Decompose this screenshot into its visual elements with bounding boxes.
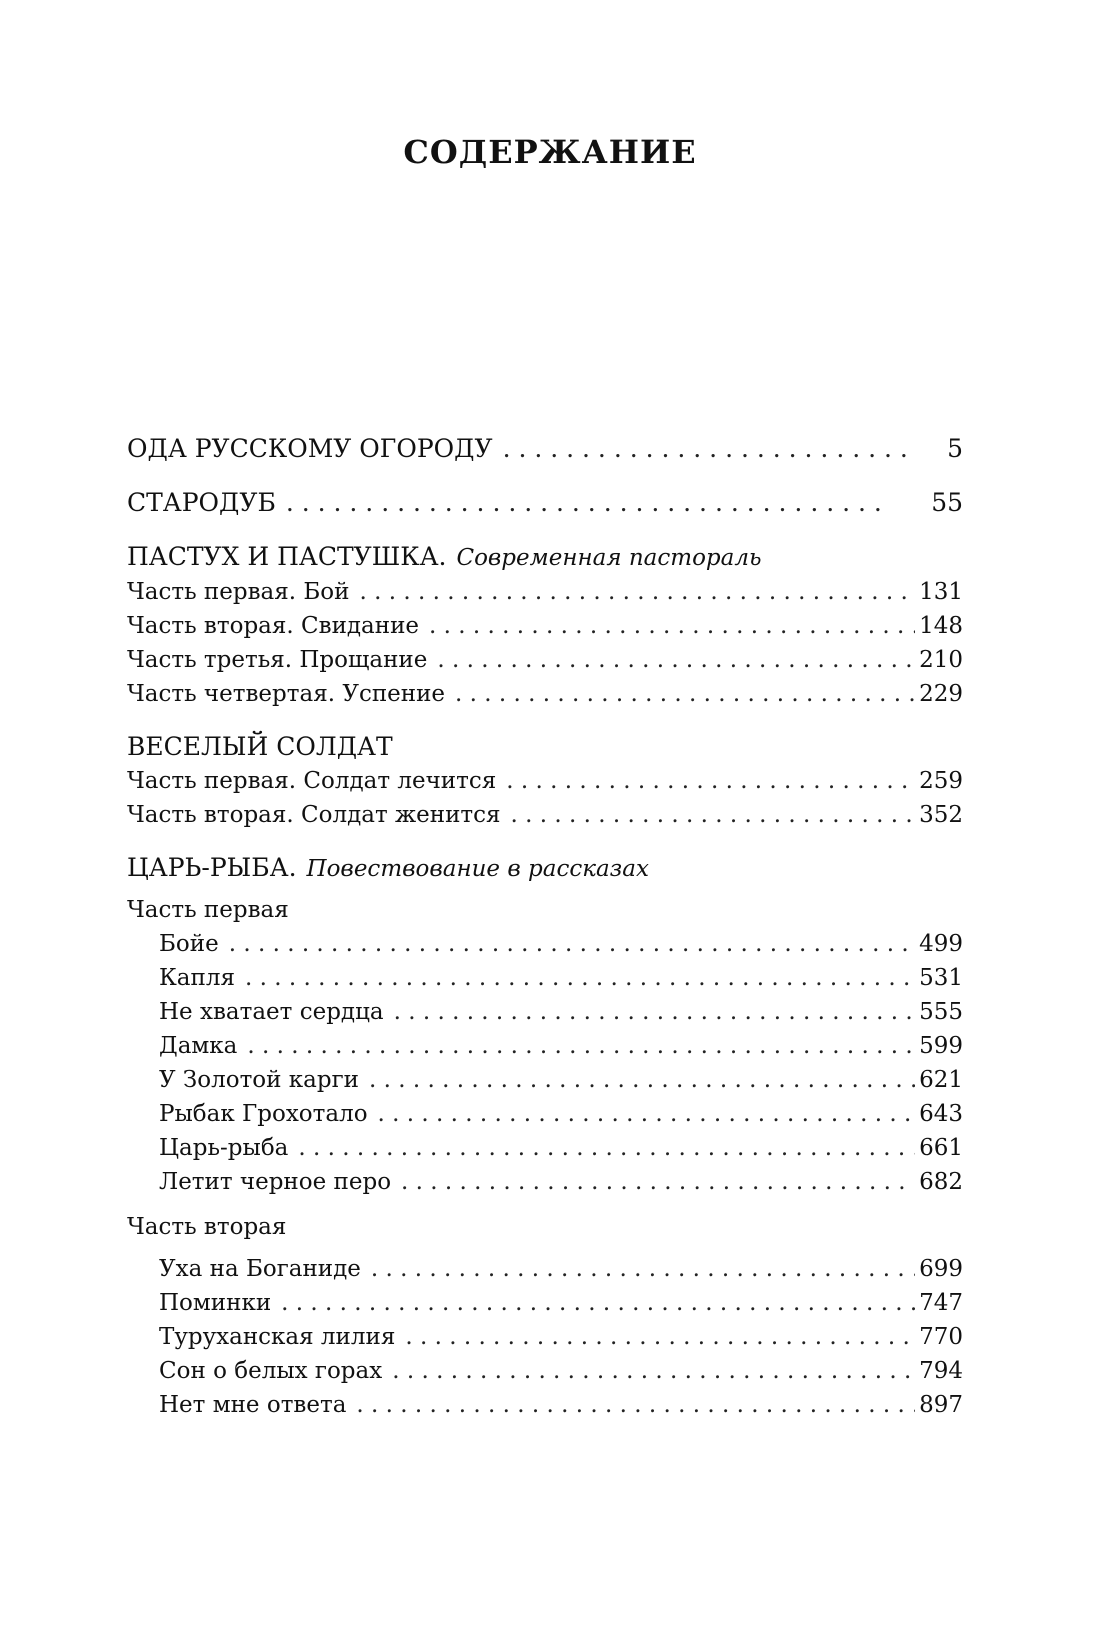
toc-page-number: 621 xyxy=(919,1067,963,1093)
dot-leader xyxy=(286,486,891,520)
toc-page-number: 747 xyxy=(919,1290,963,1316)
dot-leader xyxy=(401,1165,915,1199)
toc-entry[interactable] xyxy=(159,995,963,1029)
toc-entry[interactable] xyxy=(159,1252,963,1286)
toc-page-number: 55 xyxy=(931,488,963,517)
toc-page-number: 229 xyxy=(919,681,963,707)
dot-leader xyxy=(247,1029,915,1063)
dot-leader xyxy=(437,643,915,677)
toc-entry-label: Нет мне ответа xyxy=(159,1392,347,1418)
dot-leader xyxy=(356,1388,915,1422)
toc-entry[interactable] xyxy=(159,1097,963,1131)
toc-page-number: 210 xyxy=(919,647,963,673)
toc-page-number: 699 xyxy=(919,1256,963,1282)
dot-leader xyxy=(245,961,915,995)
toc-page-number: 897 xyxy=(919,1392,963,1418)
toc-entry[interactable] xyxy=(159,1286,963,1320)
toc-entry-label: ОДА РУССКОМУ ОГОРОДУ xyxy=(127,434,493,463)
toc-entry[interactable] xyxy=(159,1063,963,1097)
dot-leader xyxy=(506,764,915,798)
toc-entry-label: У Золотой карги xyxy=(159,1067,359,1093)
part-heading: Часть вторая xyxy=(127,1214,287,1240)
toc-entry-label: Капля xyxy=(159,965,235,991)
toc-page-number: 148 xyxy=(919,613,963,639)
toc-entry[interactable] xyxy=(127,575,963,609)
part-heading: Часть первая xyxy=(127,897,289,923)
page-title: СОДЕРЖАНИЕ xyxy=(403,133,697,171)
dot-leader xyxy=(371,1252,915,1286)
toc-entry-starodub[interactable] xyxy=(127,486,963,520)
toc-entry-ode[interactable] xyxy=(127,432,963,466)
toc-page-number: 661 xyxy=(919,1135,963,1161)
toc-entry-label: Часть вторая. Солдат женится xyxy=(127,802,501,828)
dot-leader xyxy=(455,677,915,711)
toc-entry-label: Часть первая. Бой xyxy=(127,579,350,605)
toc-page-number: 131 xyxy=(919,579,963,605)
section-heading-tsar-ryba xyxy=(127,851,649,886)
toc-entry-label: Не хватает сердца xyxy=(159,999,384,1025)
toc-page-number: 794 xyxy=(919,1358,963,1384)
dot-leader xyxy=(369,1063,915,1097)
dot-leader xyxy=(378,1097,916,1131)
dot-leader xyxy=(281,1286,915,1320)
toc-entry-label: Уха на Боганиде xyxy=(159,1256,361,1282)
toc-entry[interactable] xyxy=(127,764,963,798)
toc-page-number: 499 xyxy=(919,931,963,957)
toc-entry-label: Сон о белых горах xyxy=(159,1358,383,1384)
toc-entry[interactable] xyxy=(159,1388,963,1422)
toc-entry-label: Поминки xyxy=(159,1290,272,1316)
dot-leader xyxy=(503,432,908,466)
toc-entry[interactable] xyxy=(127,609,963,643)
toc-entry[interactable] xyxy=(159,927,963,961)
dot-leader xyxy=(511,798,916,832)
toc-page-number: 259 xyxy=(919,768,963,794)
section-heading-pastukh xyxy=(127,540,762,575)
toc-page-number: 770 xyxy=(919,1324,963,1350)
toc-entry-label: Рыбак Грохотало xyxy=(159,1101,368,1127)
toc-page-number: 352 xyxy=(919,802,963,828)
toc-entry-label: Туруханская лилия xyxy=(159,1324,396,1350)
toc-page-number: 5 xyxy=(947,434,963,463)
dot-leader xyxy=(359,575,915,609)
toc-entry[interactable] xyxy=(127,798,963,832)
toc-entry-label: Бойе xyxy=(159,931,219,957)
dot-leader xyxy=(229,927,915,961)
toc-entry[interactable] xyxy=(159,1131,963,1165)
toc-page-number: 555 xyxy=(919,999,963,1025)
section-title: ЦАРЬ-РЫБА. xyxy=(127,853,297,882)
dot-leader xyxy=(429,609,915,643)
toc-page-number: 531 xyxy=(919,965,963,991)
toc-entry-label: СТАРОДУБ xyxy=(127,488,276,517)
section-title: ПАСТУХ И ПАСТУШКА. xyxy=(127,542,447,571)
toc-entry[interactable] xyxy=(127,643,963,677)
toc-page-number: 643 xyxy=(919,1101,963,1127)
dot-leader xyxy=(392,1354,915,1388)
toc-entry[interactable] xyxy=(159,961,963,995)
section-title: ВЕСЕЛЫЙ СОЛДАТ xyxy=(127,732,393,761)
toc-page-number: 599 xyxy=(919,1033,963,1059)
toc-entry-label: Часть первая. Солдат лечится xyxy=(127,768,497,794)
toc-entry[interactable] xyxy=(159,1320,963,1354)
toc-entry-label: Дамка xyxy=(159,1033,238,1059)
toc-entry[interactable] xyxy=(159,1029,963,1063)
toc-entry-label: Часть третья. Прощание xyxy=(127,647,428,673)
toc-entry[interactable] xyxy=(159,1354,963,1388)
dot-leader xyxy=(405,1320,915,1354)
toc-entry-label: Часть вторая. Свидание xyxy=(127,613,420,639)
toc-entry-label: Часть четвертая. Успение xyxy=(127,681,446,707)
toc-entry-label: Летит черное перо xyxy=(159,1169,392,1195)
section-subtitle: Повествование в рассказах xyxy=(306,856,649,882)
section-subtitle: Современная пастораль xyxy=(456,545,762,571)
toc-page-number: 682 xyxy=(919,1169,963,1195)
dot-leader xyxy=(394,995,916,1029)
toc-entry[interactable] xyxy=(127,677,963,711)
toc-entry[interactable] xyxy=(159,1165,963,1199)
section-heading-soldat xyxy=(127,730,393,764)
toc-entry-label: Царь-рыба xyxy=(159,1135,289,1161)
dot-leader xyxy=(298,1131,915,1165)
